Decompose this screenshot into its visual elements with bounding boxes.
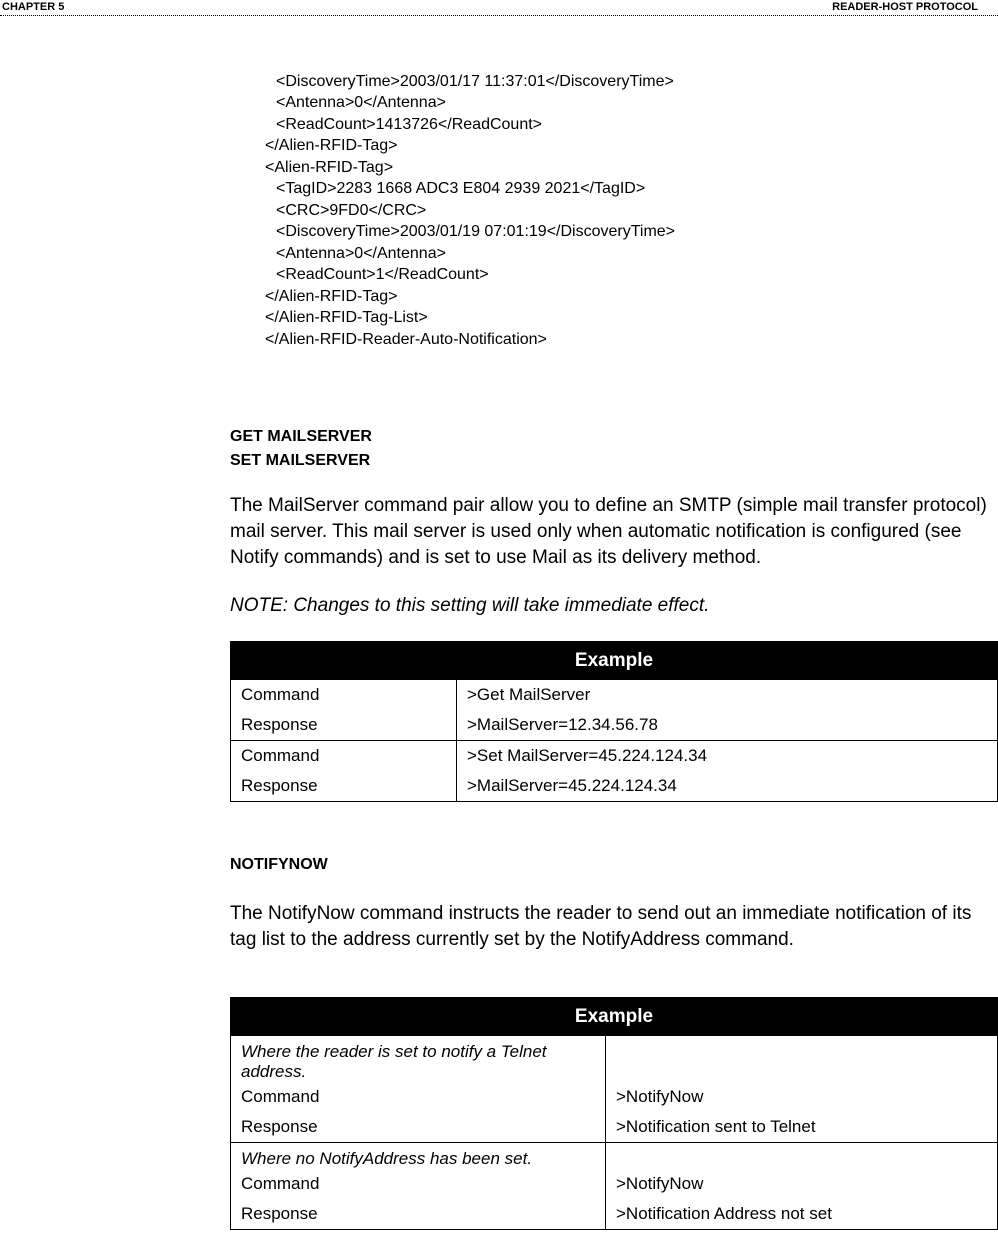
heading-get-mailserver: GET MAILSERVER (230, 428, 372, 445)
code-line: </Alien-RFID-Tag> (265, 137, 398, 154)
code-line: <TagID>2283 1668 ADC3 E804 2939 2021</TagID> (276, 180, 646, 197)
code-line: </Alien-RFID-Reader-Auto-Notification> (265, 331, 547, 348)
row-value: >Get MailServer (467, 685, 591, 704)
row-value: >MailServer=12.34.56.78 (467, 715, 658, 734)
code-line: <Antenna>0</Antenna> (276, 245, 446, 262)
row-label: Command (241, 1087, 320, 1106)
row-label: Response (241, 1204, 318, 1223)
example-note: Where the reader is set to notify a Telnet address. (241, 1042, 547, 1081)
heading-set-mailserver: SET MAILSERVER (230, 452, 371, 469)
notifynow-example-table (230, 997, 998, 1230)
mailserver-description: The MailServer command pair allow you to define an SMTP (simple mail transfer protocol) mail server. This mail server is used only when automatic notification is configured (see Notify commands) and is set to use Mail as its delivery method. (230, 495, 987, 568)
row-label: Command (241, 685, 320, 704)
row-value: >MailServer=45.224.124.34 (467, 776, 677, 795)
example-note: Where no NotifyAddress has been set. (241, 1149, 533, 1168)
mailserver-example-table (230, 641, 998, 802)
page-header (0, 0, 998, 16)
row-label: Response (241, 776, 318, 795)
header-divider (0, 15, 998, 16)
row-value: >Notification sent to Telnet (616, 1117, 816, 1136)
row-value: >NotifyNow (616, 1087, 704, 1106)
example-header: Example (231, 998, 998, 1036)
code-line: <CRC>9FD0</CRC> (276, 202, 427, 219)
code-line: </Alien-RFID-Tag> (265, 288, 398, 305)
row-label: Response (241, 1117, 318, 1136)
heading-notifynow: NOTIFYNOW (230, 856, 328, 873)
code-line: <Alien-RFID-Tag> (265, 159, 394, 176)
code-line: <ReadCount>1413726</ReadCount> (276, 116, 542, 133)
code-line: </Alien-RFID-Tag-List> (265, 309, 428, 326)
row-value: >Set MailServer=45.224.124.34 (467, 746, 708, 765)
notifynow-description: The NotifyNow command instructs the reader to send out an immediate notification of its tag list to the address currently set by the NotifyAddress command. (230, 903, 972, 950)
code-line: <Antenna>0</Antenna> (276, 94, 446, 111)
code-line: <DiscoveryTime>2003/01/17 11:37:01</DiscoveryTime> (276, 73, 674, 90)
mailserver-note: NOTE: Changes to this setting will take immediate effect. (230, 595, 710, 616)
code-line: <DiscoveryTime>2003/01/19 07:01:19</DiscoveryTime> (276, 223, 676, 240)
code-line: <ReadCount>1</ReadCount> (276, 266, 489, 283)
row-value: >Notification Address not set (616, 1204, 832, 1223)
example-header: Example (231, 642, 998, 680)
row-label: Command (241, 746, 320, 765)
row-label: Command (241, 1174, 320, 1193)
chapter-label: CHAPTER 5 (2, 1, 65, 13)
section-label: READER-HOST PROTOCOL (832, 1, 978, 13)
row-label: Response (241, 715, 318, 734)
row-value: >NotifyNow (616, 1174, 704, 1193)
